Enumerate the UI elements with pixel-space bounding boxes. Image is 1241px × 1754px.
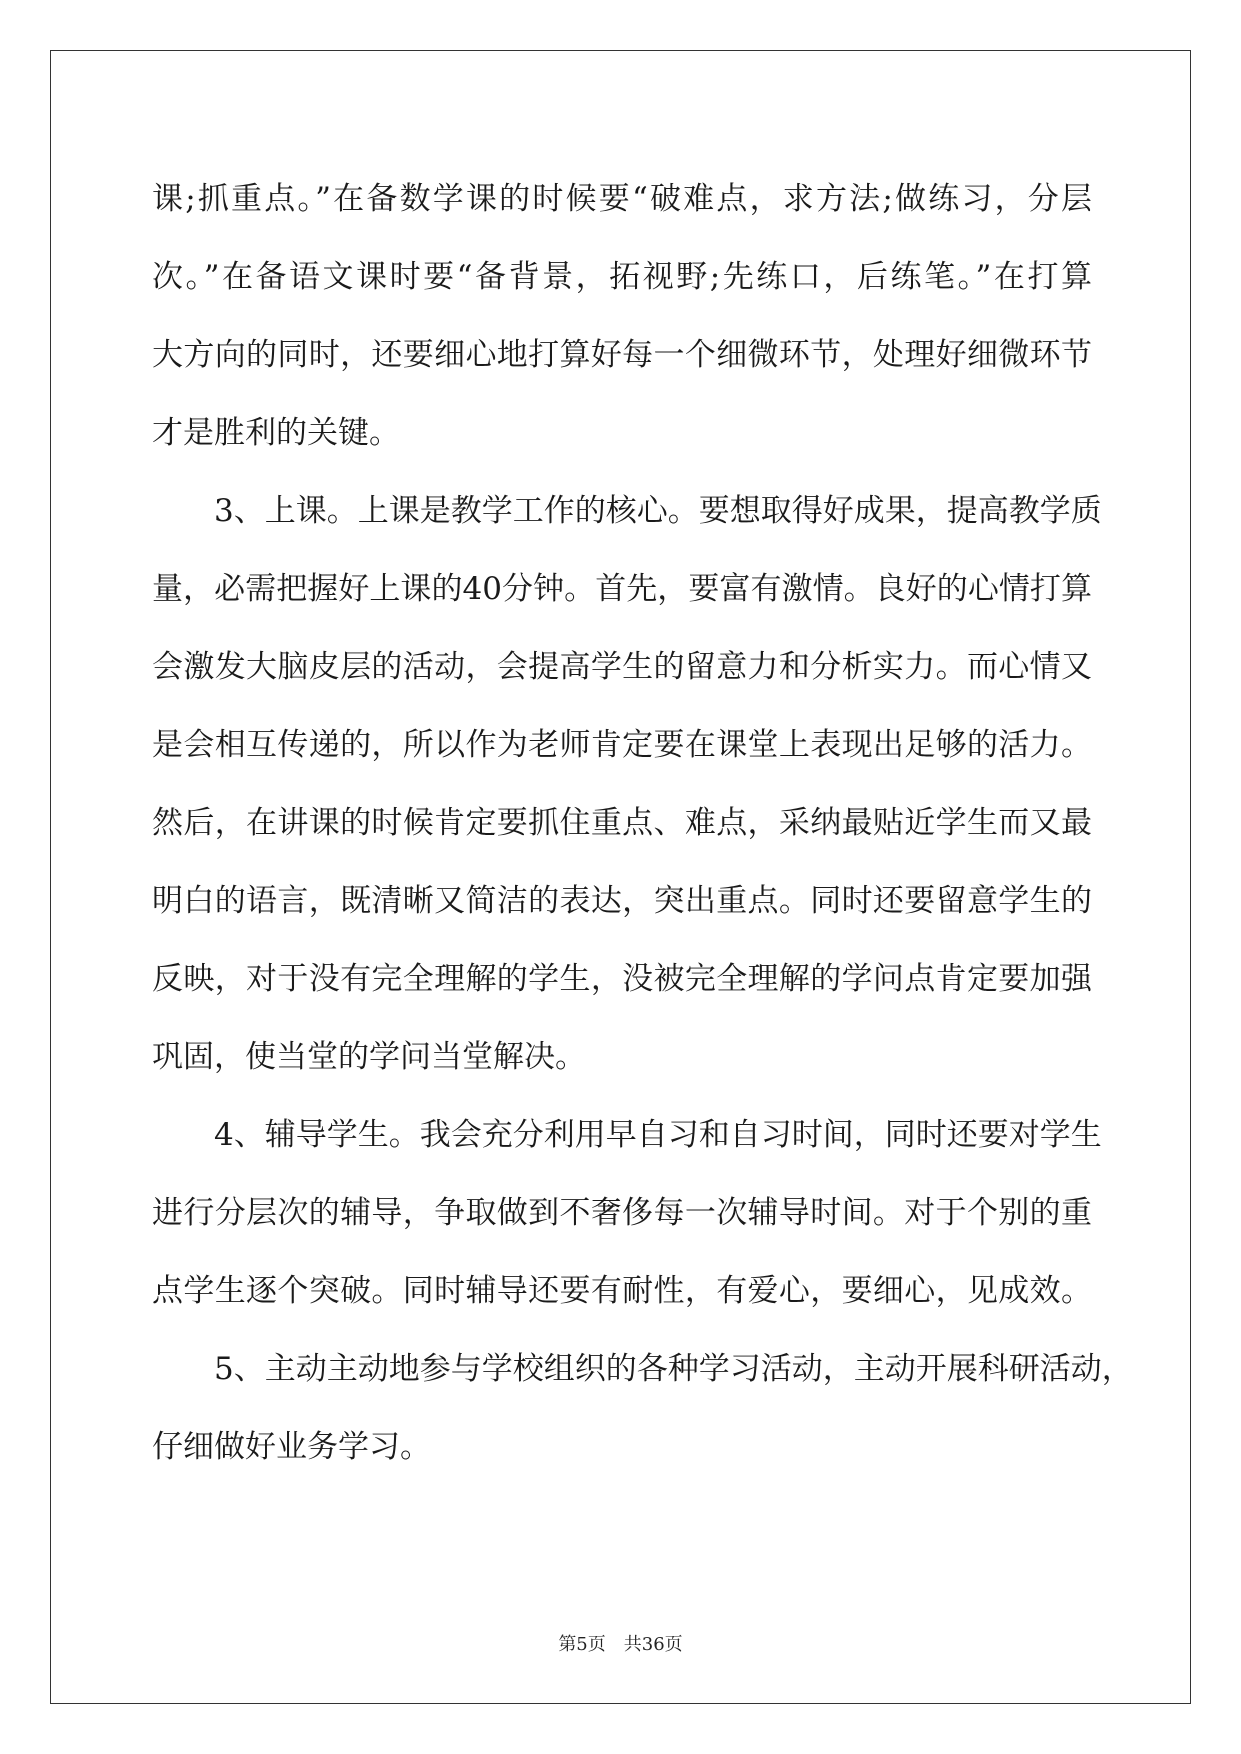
text-line: 课;抓重点。”在备数学课的时候要“破难点，求方法;做练习，分层 [152, 181, 1092, 217]
text-line: 会激发大脑皮层的活动，会提高学生的留意力和分析实力。而心情又 [152, 649, 1092, 685]
text-line: 5、主动主动地参与学校组织的各种学习活动，主动开展科研活动， [214, 1351, 1133, 1387]
text-line: 然后，在讲课的时候肯定要抓住重点、难点，采纳最贴近学生而又最 [152, 805, 1092, 841]
text-line: 巩固，使当堂的学问当堂解决。 [152, 1039, 586, 1075]
document-body [152, 160, 1133, 1486]
text-line: 是会相互传递的，所以作为老师肯定要在课堂上表现出足够的活力。 [152, 727, 1092, 763]
text-line: 4、辅导学生。我会充分利用早自习和自习时间，同时还要对学生 [214, 1117, 1102, 1153]
text-line: 次。”在备语文课时要“备背景，拓视野;先练口，后练笔。”在打算 [152, 259, 1092, 295]
text-line: 3、上课。上课是教学工作的核心。要想取得好成果，提高教学质 [214, 493, 1102, 529]
text-line: 反映，对于没有完全理解的学生，没被完全理解的学问点肯定要加强 [152, 961, 1092, 997]
text-line: 才是胜利的关键。 [152, 415, 400, 451]
page-number-footer: 第5页 共36页 [558, 1634, 683, 1655]
text-line: 仔细做好业务学习。 [152, 1429, 431, 1465]
text-line: 进行分层次的辅导，争取做到不奢侈每一次辅导时间。对于个别的重 [152, 1195, 1092, 1231]
text-line: 量，必需把握好上课的40分钟。首先，要富有激情。良好的心情打算 [152, 571, 1092, 607]
text-line: 大方向的同时，还要细心地打算好每一个细微环节，处理好细微环节 [152, 337, 1092, 373]
text-line: 明白的语言，既清晰又简洁的表达，突出重点。同时还要留意学生的 [152, 883, 1092, 919]
text-line: 点学生逐个突破。同时辅导还要有耐性，有爱心，要细心，见成效。 [152, 1273, 1092, 1309]
